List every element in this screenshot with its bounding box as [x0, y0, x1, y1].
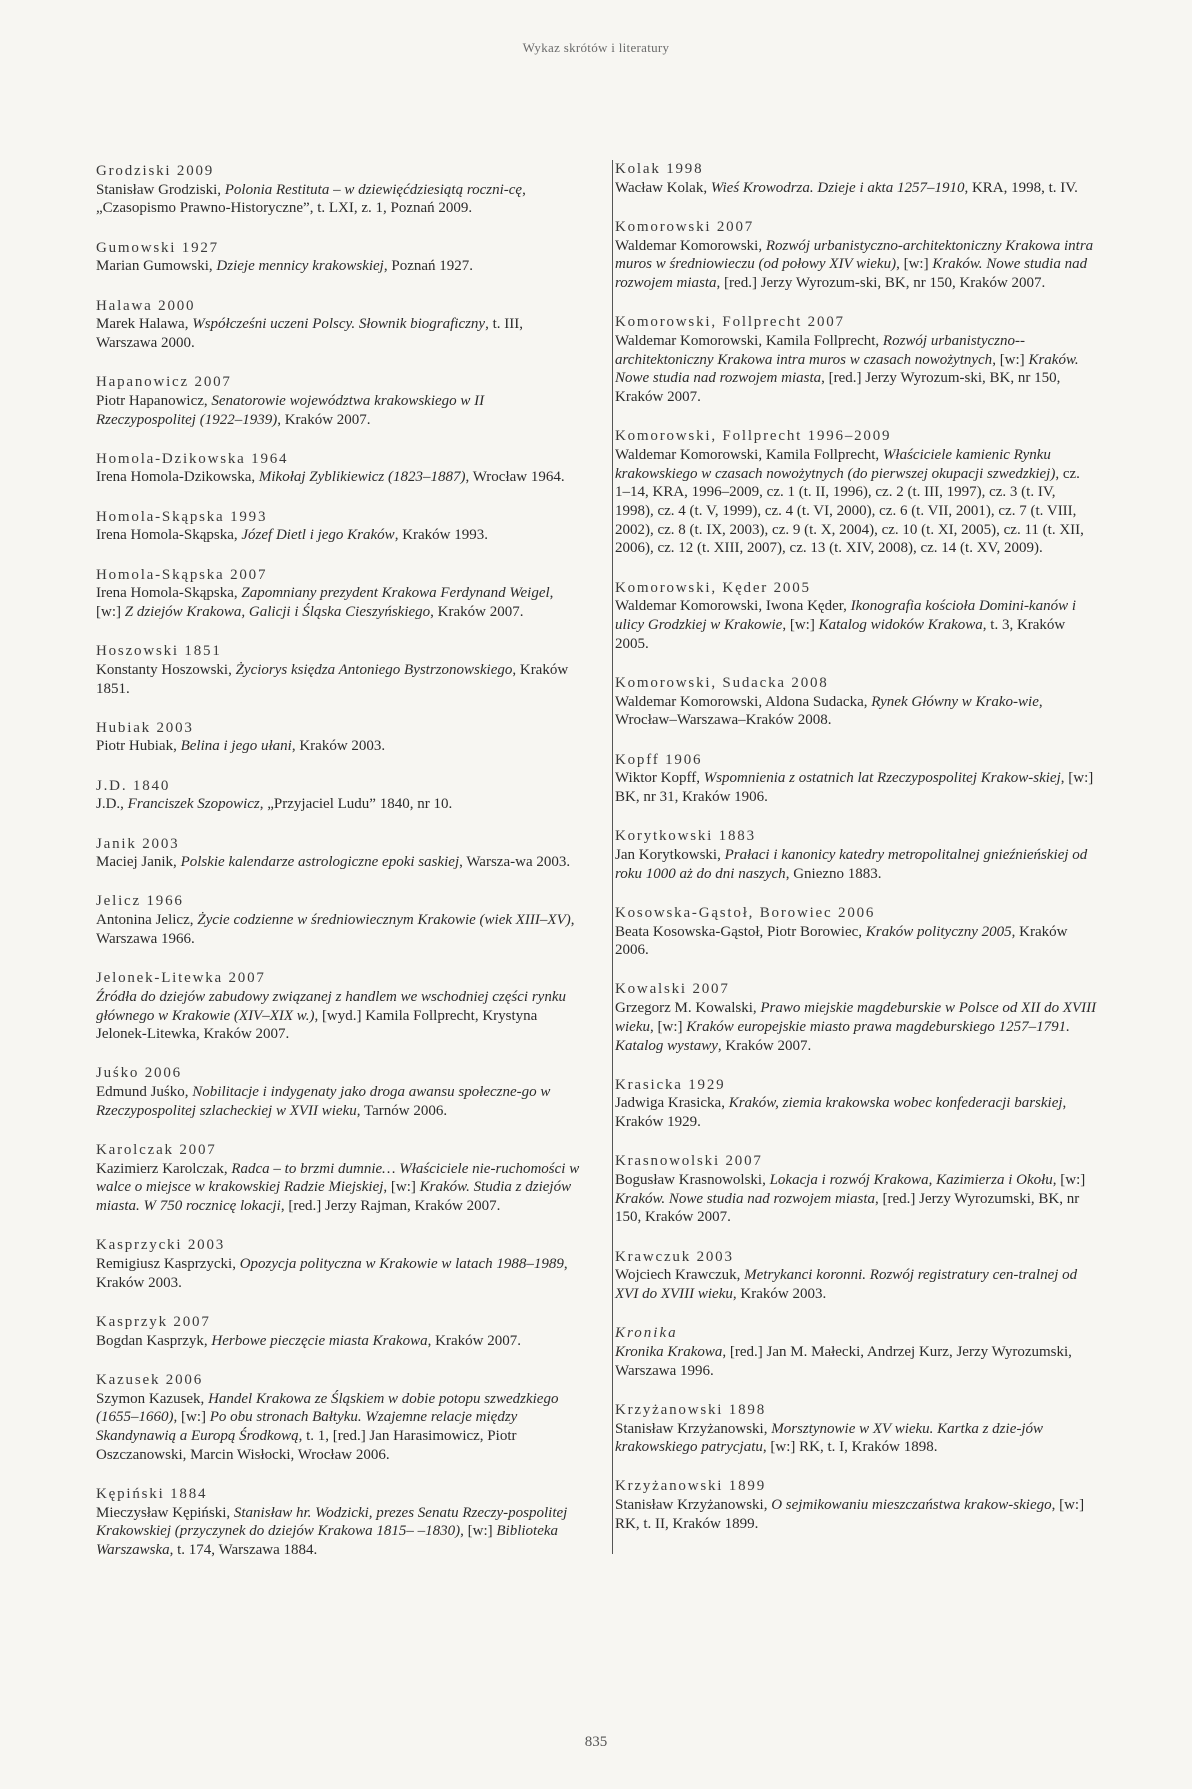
entry-abbreviation: Hapanowicz 2007 — [96, 374, 232, 391]
entry-abbreviation: Komorowski, Kęder 2005 — [615, 579, 811, 596]
bibliography-entry — [613, 427, 1097, 558]
entry-citation: Kazimierz Karolczak, Radca – to brzmi dumnie… Właściciele nie-ruchomości w walce o miejsce w krakowskiej Radzie Miejskiej, [w:] Kraków. Studia z dziejów miasta. W 750 rocznicę lokacji, [red.] Jerzy Rajman, Kraków 2007. — [96, 1160, 580, 1215]
entry-abbreviation: Hubiak 2003 — [96, 719, 194, 736]
entry-citation: Waldemar Komorowski, Kamila Follprecht, Właściciele kamienic Rynku krakowskiego w czasach nowożytnych (do pierwszej okupacji szwedzkiej), cz. 1–14, KRA, 1996–2009, cz. 1 (t. II, 1996), cz. 2 (t. III, 1997), cz. 3 (t. IV, 1998), cz. 4 (t. V, 1999), cz. 4 (t. VI, 2000), cz. 6 (t. VII, 2001), cz. 7 (t. VIII, 2002), cz. 8 (t. IX, 2003), cz. 9 (t. X, 2004), cz. 10 (t. XI, 2005), cz. 11 (t. XII, 2006), cz. 12 (t. XIII, 2007), cz. 13 (t. XIV, 2008), cz. 14 (t. XV, 2009). — [615, 446, 1084, 557]
entry-citation: Grzegorz M. Kowalski, Prawo miejskie magdeburskie w Polsce od XII do XVIII wieku, [w:] Kraków europejskie miasto prawa magdeburskiego 1257–1791. Katalog wystawy, Kraków 2007. — [615, 1000, 1097, 1054]
page-number: 835 — [584, 1734, 608, 1750]
bibliography-entry — [96, 1236, 582, 1292]
bibliography-entry — [613, 579, 1097, 654]
bibliography-entry — [96, 835, 582, 872]
entry-citation: Waldemar Komorowski, Aldona Sudacka, Rynek Główny w Krako-wie, Wrocław–Warszawa–Kraków 2008. — [615, 693, 1043, 729]
entry-abbreviation: Kronika — [615, 1325, 678, 1342]
bibliography-entry — [96, 1064, 582, 1120]
entry-abbreviation: Komorowski, Sudacka 2008 — [615, 674, 829, 691]
entry-citation: Wojciech Krawczuk, Metrykanci koronni. Rozwój registratury cen-tralnej od XVI do XVIII wieku, Kraków 2003. — [615, 1267, 1078, 1303]
entry-abbreviation: Homola-Dzikowska 1964 — [96, 450, 289, 467]
entry-citation: Waldemar Komorowski, Kamila Follprecht, Rozwój urbanistyczno--architektoniczny Krakowa intra muros w czasach nowożytnych, [w:] Kraków. Nowe studia nad rozwojem miasta, [red.] Jerzy Wyrozum-ski, BK, nr 150, Kraków 2007. — [615, 332, 1079, 406]
bibliography-entry — [96, 719, 582, 756]
bibliography-entry — [96, 777, 582, 814]
entry-citation: Stanisław Grodziski, Polonia Restituta – w dziewięćdziesiątą roczni-cę, „Czasopismo Prawno-Historyczne”, t. LXI, z. 1, Poznań 2009. — [96, 181, 526, 217]
entry-citation: Wacław Kolak, Wieś Krowodrza. Dzieje i akta 1257–1910, KRA, 1998, t. IV. — [615, 179, 1078, 196]
bibliography-entry — [613, 1076, 1097, 1132]
entry-citation: Konstanty Hoszowski, Życiorys księdza Antoniego Bystrzonowskiego, Kraków 1851. — [96, 661, 569, 697]
entry-citation: Jan Korytkowski, Prałaci i kanonicy katedry metropolitalnej gnieźnieńskiej od roku 1000 aż do dni naszych, Gniezno 1883. — [615, 846, 1088, 882]
bibliography-entry — [96, 892, 582, 948]
entry-citation: Stanisław Krzyżanowski, O sejmikowaniu mieszczaństwa krakow-skiego, [w:] RK, t. II, Kraków 1899. — [615, 1497, 1085, 1532]
entry-abbreviation: Kolak 1998 — [615, 161, 704, 177]
entry-citation: Piotr Hapanowicz, Senatorowie województwa krakowskiego w II Rzeczypospolitej (1922–1939), Kraków 2007. — [96, 392, 485, 428]
entry-abbreviation: Kopff 1906 — [615, 751, 703, 768]
entry-citation: Edmund Juśko, Nobilitacje i indygenaty jako droga awansu społeczne-go w Rzeczypospolitej szlacheckiej w XVII wieku, Tarnów 2006. — [96, 1084, 551, 1119]
bibliography-entry — [613, 674, 1097, 730]
bibliography-entry — [613, 827, 1097, 883]
entry-abbreviation: Krzyżanowski 1898 — [615, 1401, 766, 1418]
bibliography-entry — [613, 1477, 1097, 1533]
entry-citation: Mieczysław Kępiński, Stanisław hr. Wodzicki, prezes Senatu Rzeczy-pospolitej Krakowskiej (przyczynek do dziejów Krakowa 1815– –1830), [w:] Biblioteka Warszawska, t. 174, Warszawa 1884. — [96, 1504, 568, 1558]
running-head: Wykaz skrótów i literatury — [522, 40, 670, 55]
entry-citation: Bogdan Kasprzyk, Herbowe pieczęcie miasta Krakowa, Kraków 2007. — [96, 1332, 521, 1349]
bibliography-entry — [613, 1248, 1097, 1304]
bibliography-entry — [96, 969, 582, 1044]
bibliography-entry — [613, 1324, 1097, 1380]
entry-abbreviation: Kowalski 2007 — [615, 981, 730, 998]
entry-abbreviation: Homola-Skąpska 1993 — [96, 508, 268, 525]
entry-abbreviation: Gumowski 1927 — [96, 239, 219, 256]
entry-citation: Marian Gumowski, Dzieje mennicy krakowskiej, Poznań 1927. — [96, 258, 474, 275]
entry-abbreviation: Krawczuk 2003 — [615, 1248, 734, 1265]
bibliography-entry — [96, 239, 582, 276]
bibliography-entry — [613, 751, 1097, 807]
entry-abbreviation: Korytkowski 1883 — [615, 828, 756, 845]
entry-citation: Piotr Hubiak, Belina i jego ułani, Kraków 2003. — [96, 738, 386, 755]
entry-abbreviation: Krasnowolski 2007 — [615, 1153, 763, 1170]
entry-abbreviation: Komorowski, Follprecht 1996–2009 — [615, 428, 892, 445]
entry-abbreviation: Jelonek-Litewka 2007 — [96, 970, 266, 987]
entry-abbreviation: Juśko 2006 — [96, 1065, 182, 1082]
bibliography-entry — [96, 1371, 582, 1465]
bibliography-entry — [613, 1152, 1097, 1227]
entry-citation: Wiktor Kopff, Wspomnienia z ostatnich lat Rzeczypospolitej Krakow-skiej, [w:] BK, nr 31, Kraków 1906. — [615, 770, 1094, 805]
bibliography-entry — [96, 642, 582, 698]
bibliography-entry — [96, 1141, 582, 1216]
entry-abbreviation: Komorowski, Follprecht 2007 — [615, 314, 845, 331]
entry-citation: Jadwiga Krasicka, Kraków, ziemia krakowska wobec konfederacji barskiej, Kraków 1929. — [615, 1095, 1067, 1131]
bibliography-entry — [96, 297, 582, 353]
entry-abbreviation: Karolczak 2007 — [96, 1142, 217, 1159]
entry-citation: Irena Homola-Skąpska, Józef Dietl i jego Kraków, Kraków 1993. — [96, 527, 489, 544]
entry-citation: Beata Kosowska-Gąstoł, Piotr Borowiec, Kraków polityczny 2005, Kraków 2006. — [615, 923, 1068, 959]
entry-abbreviation: Kępiński 1884 — [96, 1485, 208, 1502]
bibliography-entry — [613, 313, 1097, 407]
bibliography-entry — [613, 1401, 1097, 1457]
entry-citation: Irena Homola-Dzikowska, Mikołaj Zyblikiewicz (1823–1887), Wrocław 1964. — [96, 469, 565, 486]
entry-abbreviation: Krzyżanowski 1899 — [615, 1478, 766, 1495]
entry-citation: J.D., Franciszek Szopowicz, „Przyjaciel Ludu” 1840, nr 10. — [96, 796, 453, 813]
entry-abbreviation: Grodziski 2009 — [96, 163, 215, 179]
entry-citation: Szymon Kazusek, Handel Krakowa ze Śląskiem w dobie potopu szwedzkiego (1655–1660), [w:] Po obu stronach Bałtyku. Wzajemne relacje między Skandynawią a Europą Środkową, t. 1, [red.] Jan Harasimowicz, Piotr Oszczanowski, Marcin Wisłocki, Wrocław 2006. — [96, 1390, 559, 1463]
entry-citation: Remigiusz Kasprzycki, Opozycja polityczna w Krakowie w latach 1988–1989, Kraków 2003. — [96, 1256, 568, 1291]
entry-abbreviation: Halawa 2000 — [96, 297, 196, 314]
entry-abbreviation: Kazusek 2006 — [96, 1371, 203, 1388]
bibliography-entry — [613, 980, 1097, 1055]
bibliography-entry — [96, 1313, 582, 1350]
bibliography-entry — [96, 1485, 582, 1560]
entry-abbreviation: Kosowska-Gąstoł, Borowiec 2006 — [615, 904, 876, 921]
entry-citation: Irena Homola-Skąpska, Zapomniany prezydent Krakowa Ferdynand Weigel, [w:] Z dziejów Krakowa, Galicji i Śląska Cieszyńskiego, Kraków 2007. — [96, 585, 554, 620]
entry-abbreviation: Komorowski 2007 — [615, 218, 755, 235]
entry-abbreviation: Kasprzyk 2007 — [96, 1313, 211, 1330]
entry-citation: Antonina Jelicz, Życie codzienne w średniowiecznym Krakowie (wiek XIII–XV), Warszawa 1966. — [96, 912, 575, 947]
entry-citation: Kronika Krakowa, [red.] Jan M. Małecki, Andrzej Kurz, Jerzy Wyrozumski, Warszawa 1996. — [615, 1343, 1072, 1379]
entry-abbreviation: Kasprzycki 2003 — [96, 1237, 226, 1254]
bibliography-entry — [96, 566, 582, 622]
entry-citation: Stanisław Krzyżanowski, Morsztynowie w XV wieku. Kartka z dzie-jów krakowskiego patrycjatu, [w:] RK, t. I, Kraków 1898. — [615, 1420, 1044, 1456]
bibliography-entry — [96, 508, 582, 545]
entry-citation: Bogusław Krasnowolski, Lokacja i rozwój Krakowa, Kazimierza i Okołu, [w:] Kraków. Nowe studia nad rozwojem miasta, [red.] Jerzy Wyrozumski, BK, nr 150, Kraków 2007. — [615, 1172, 1086, 1226]
entry-abbreviation: Krasicka 1929 — [615, 1076, 726, 1093]
bibliography-entry — [613, 160, 1097, 197]
entry-citation: Waldemar Komorowski, Iwona Kęder, Ikonografia kościoła Domini-kanów i ulicy Grodzkiej w Krakowie, [w:] Katalog widoków Krakowa, t. 3, Kraków 2005. — [615, 598, 1077, 652]
bibliography-entry — [96, 450, 582, 487]
entry-abbreviation: Hoszowski 1851 — [96, 643, 222, 660]
entry-abbreviation: J.D. 1840 — [96, 777, 171, 794]
bibliography-entry — [96, 373, 582, 429]
bibliography-entry — [96, 162, 582, 218]
entry-citation: Waldemar Komorowski, Rozwój urbanistyczno-architektoniczny Krakowa intra muros w średniowieczu (od połowy XIV wieku), [w:] Kraków. Nowe studia nad rozwojem miasta, [red.] Jerzy Wyrozum-ski, BK, nr 150, Kraków 2007. — [615, 237, 1094, 292]
bibliography-entry — [613, 904, 1097, 960]
bibliography-entry — [613, 218, 1097, 293]
entry-abbreviation: Jelicz 1966 — [96, 893, 184, 910]
entry-citation: Marek Halawa, Współcześni uczeni Polscy. Słownik biograficzny, t. III, Warszawa 2000. — [96, 316, 523, 351]
entry-abbreviation: Homola-Skąpska 2007 — [96, 566, 268, 583]
bibliography-column-left — [96, 162, 582, 1580]
entry-abbreviation: Janik 2003 — [96, 835, 180, 852]
entry-citation: Maciej Janik, Polskie kalendarze astrologiczne epoki saskiej, Warsza-wa 2003. — [96, 854, 571, 871]
bibliography-column-right — [612, 160, 1097, 1554]
entry-citation: Źródła do dziejów zabudowy związanej z handlem we wschodniej części rynku głównego w Krakowie (XIV–XIX w.), [wyd.] Kamila Follprecht, Krystyna Jelonek-Litewka, Kraków 2007. — [96, 988, 566, 1043]
